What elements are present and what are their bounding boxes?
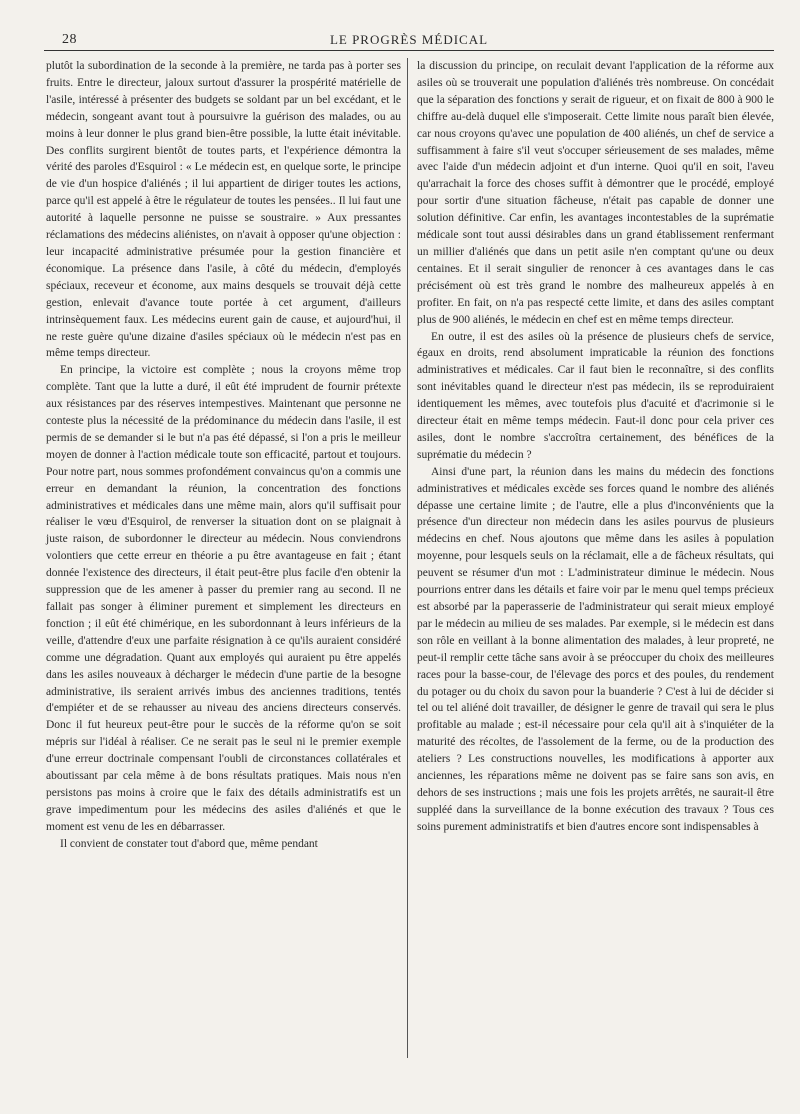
paragraph: Ainsi d'une part, la réunion dans les mains du médecin des fonctions administratives et médicales excède ses forces quand le nombre des aliénés dépasse une certaine limite ; de l'autre, elle a plus d'inconvénients que la présence d'un directeur non médecin dans les asiles pourvus de plusieurs médecins en chef. Nous ajoutons que même dans les asiles à population moyenne, pour lesquels seuls on la réclamait, elle a de fâcheux résultats, qui peuvent se résumer d'un mot : L'administrateur diminue le médecin. Nous pourrions entrer dans les détails et faire voir par le menu quel temps précieux est absorbé par la paperasserie de l'administrateur qui serait mieux employé par le médecin au milieu de ses malades. Par exemple, si le médecin est dans son rôle en veillant à la bonne alimentation des malades, à leur propreté, ne peut-il remplir cette tâche sans avoir à se préoccuper du choix des meilleures races pour la basse-cour, de l'élevage des porcs et des poules, du rendement du potager ou du choix du savon pour la buanderie ? C'est à lui de décider si tel ou tel aliéné doit travailler, de désigner le genre de travail qui sera le plus profitable au malade ; est-il nécessaire pour cela qu'il ait à s'inquiéter de la maturité des récoltes, de l'assolement de la ferme, ou de la production des ateliers ? Les constructions nouvelles, les modifications à apporter aux anciennes, les réparations même ne doivent pas se faire sans son avis, en dehors de ses instructions ; mais une fois les projets arrêtés, ne saurait-il être suppléé dans la surveillance de la bonne exécution des travaux ? Tous ces soins purement administratifs et bien d'autres encore sont indispensables à xyxy=(417,465,774,833)
page-number: 28 xyxy=(62,32,77,47)
paragraph: Il convient de constater tout d'abord que, même pendant xyxy=(60,837,318,850)
right-column xyxy=(417,58,774,836)
paragraph: En principe, la victoire est complète ; nous la croyons même trop complète. Tant que la lutte a duré, il eût été imprudent de fournir prétexte aux résistances par des réserves intempestives. Maintenant que personne ne conteste plus la nécessité de la prédominance du médecin dans l'asile, il est permis de se demander si le but n'a pas été dépassé, si l'on a pris le meilleur moyen de donner à l'action médicale toute son efficacité, partout et toujours. Pour notre part, nous sommes profondément convaincus qu'on a commis une erreur en demandant la réunion, la concentration des fonctions administratives et médicales dans une même main, alors qu'il suffisait pour réaliser le vœu d'Esquirol, de renverser la situation dont on se plaignait à juste raison, de subordonner le directeur au médecin. Nous conviendrons volontiers que cette erreur en théorie a pu être avantageuse en fait ; étant donnée l'existence des directeurs, il était peut-être plus facile d'en obtenir la suppression que de les amener à passer du premier rang au second. Il ne fallait pas songer à éliminer purement et simplement les directeurs en fonction ; il eût été chimérique, en les subordonnant à leurs inférieurs de la veille, d'attendre d'eux une parfaite résignation à ce qu'ils auraient considéré comme une dégradation. Quant aux employés qui auraient pu être appelés dans les asiles nouveaux à décharger le médecin d'une partie de la besogne administrative, ils seraient arrivés imbus des anciennes traditions, tentés d'empiéter et de se rehausser au niveau des anciens directeurs conservés. Donc il fut heureux peut-être pour le succès de la réforme qu'on se soit mépris sur l'idéal à réaliser. Ce ne serait pas le seul ni le premier exemple d'une erreur doctrinale compensant l'oubli de circonstances collatérales et aboutissant par cela même à de bons résultats pratiques. Mais nous n'en persistons pas moins à croire que le faix des détails administratifs est un grave impedimentum pour les médecins des asiles d'aliénés et que le moment est venu de les en débarrasser. xyxy=(46,364,401,833)
page-header xyxy=(44,30,774,50)
paragraph: En outre, il est des asiles où la présence de plusieurs chefs de service, égaux en droits, rend absolument impraticable la réunion des fonctions administratives et médicales. Car il faut bien le reconnaître, si des conflits sont inévitables quand le directeur n'est pas médecin, ils se reproduiraient identiquement les mêmes, avec toutefois plus d'acuité et d'acrimonie si le directeur était en même temps médecin. Faut-il donc pour cela priver ces asiles, dont le nombre s'accroîtra certainement, des bénéfices de la suprématie du médecin ? xyxy=(417,330,774,461)
paragraph: la discussion du principe, on reculait devant l'application de la réforme aux asiles où se trouverait une population d'aliénés très nombreuse. On concédait que la séparation des fonctions y serait de rigueur, et on fixait de 800 à 900 le chiffre au-delà duquel elle s'imposerait. Cette limite nous paraît bien élevée, car nous croyons qu'avec une population de 400 aliénés, un chef de service a suffisamment à faire s'il veut s'occuper sérieusement de ses malades, même avec l'aide d'un médecin adjoint et d'un interne. Quoi qu'il en soit, l'aveu qu'arrachait la force des choses suffit à démontrer que le procédé, employé pour sortir d'une situation fâcheuse, n'était pas capable de donner une solution définitive. Car enfin, les avantages incontestables de la suprématie médicale sont tout aussi désirables dans un grand établissement renfermant un millier d'aliénés que dans un petit asile n'en comptant qu'une ou deux centaines. Et il serait singulier de renoncer à ces avantages dans le cas précisément où est très grand le nombre des malheureux appelés à en profiter. En fait, on n'a pas respecté cette limite, et dans des asiles comptant plus de 900 aliénés, le médecin en chef est en même temps directeur. xyxy=(417,60,774,326)
column-divider xyxy=(407,58,408,1058)
header-rule xyxy=(44,50,774,51)
left-column xyxy=(46,58,401,853)
paragraph: plutôt la subordination de la seconde à la première, ne tarda pas à porter ses fruits. Entre le directeur, jaloux surtout d'assurer la prospérité matérielle de l'asile, intéressé à présenter des budgets se soldant par un bel excédant, et le médecin, songeant avant tout à poursuivre la guérison des malades, ou au moins à leur donner le plus grand bien-être possible, la lutte était inévitable. Des conflits surgirent bientôt de toutes parts, et l'expérience démontra la vérité des paroles d'Esquirol : « Le médecin est, en quelque sorte, le principe de vie d'un hospice d'aliénés ; il lui appartient de diriger toutes les actions, parce qu'il est appelé à être le régulateur de toutes les pensées.. Il lui faut une autorité à laquelle personne ne puisse se soustraire. » Aux pressantes réclamations des médecins aliénistes, on n'avait à opposer qu'une objection : leur incapacité administrative présumée pour la gestion financière et économique. La présence dans l'asile, à côté du médecin, d'employés spéciaux, receveur et économe, aux mains desquels se trouvait déjà cette gestion, enlevait d'avance toute portée à cet argument, d'ailleurs intrinsèquement faux. Les médecins eurent gain de cause, et aujourd'hui, il ne reste guère qu'une dizaine d'asiles spéciaux où le médecin n'est pas en même temps directeur. xyxy=(46,60,401,360)
running-title: LE PROGRÈS MÉDICAL xyxy=(329,32,489,47)
